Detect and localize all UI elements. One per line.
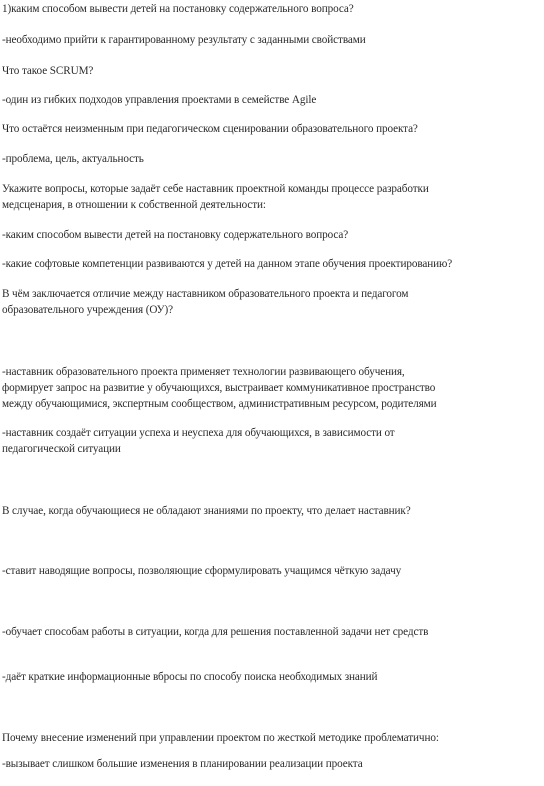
question-line: Почему внесение изменений при управлении проектом по жесткой методике проблематично:: [2, 732, 439, 744]
answer-line: -проблема, цель, актуальность: [2, 153, 144, 165]
question-line: В случае, когда обучающиеся не обладают знаниями по проекту, что делает наставник?: [2, 505, 411, 517]
answer-line: -каким способом вывести детей на постановку содержательного вопроса?: [2, 229, 349, 241]
answer-line: -ставит наводящие вопросы, позволяющие сформулировать учащимся чёткую задачу: [2, 565, 402, 577]
answer-line: педагогической ситуации: [2, 443, 121, 455]
question-line: В чём заключается отличие между наставником образовательного проекта и педагогом: [2, 288, 409, 300]
answer-line: между обучающимися, экспертным сообществом, административным ресурсом, родителями: [2, 398, 437, 410]
answer-line: -какие софтовые компетенции развиваются у детей на данном этапе обучения проектированию?: [2, 258, 453, 270]
answer-line: -необходимо прийти к гарантированному результату с заданными свойствами: [2, 34, 366, 46]
question-line: Что такое SCRUM?: [2, 65, 94, 77]
question-line: 1)каким способом вывести детей на постановку содержательного вопроса?: [2, 3, 354, 15]
question-line: медсценария, в отношении к собственной деятельности:: [2, 199, 266, 211]
question-line: образовательного учреждения (ОУ)?: [2, 304, 173, 316]
answer-line: -один из гибких подходов управления проектами в семействе Agile: [2, 94, 317, 106]
question-line: Что остаётся неизменным при педагогическом сценировании образовательного проекта?: [2, 123, 418, 135]
answer-line: -даёт краткие информационные вбросы по способу поиска необходимых знаний: [2, 671, 378, 683]
answer-line: -обучает способам работы в ситуации, когда для решения поставленной задачи нет средств: [2, 626, 429, 638]
question-line: Укажите вопросы, которые задаёт себе наставник проектной команды процессе разработки: [2, 183, 429, 195]
answer-line: -наставник создаёт ситуации успеха и неуспеха для обучающихся, в зависимости от: [2, 427, 395, 439]
answer-line: -наставник образовательного проекта применяет технологии развивающего обучения,: [2, 366, 405, 378]
answer-line: формирует запрос на развитие у обучающихся, выстраивает коммуникативное пространство: [2, 382, 436, 394]
answer-line: -вызывает слишком большие изменения в планировании реализации проекта: [2, 758, 363, 770]
